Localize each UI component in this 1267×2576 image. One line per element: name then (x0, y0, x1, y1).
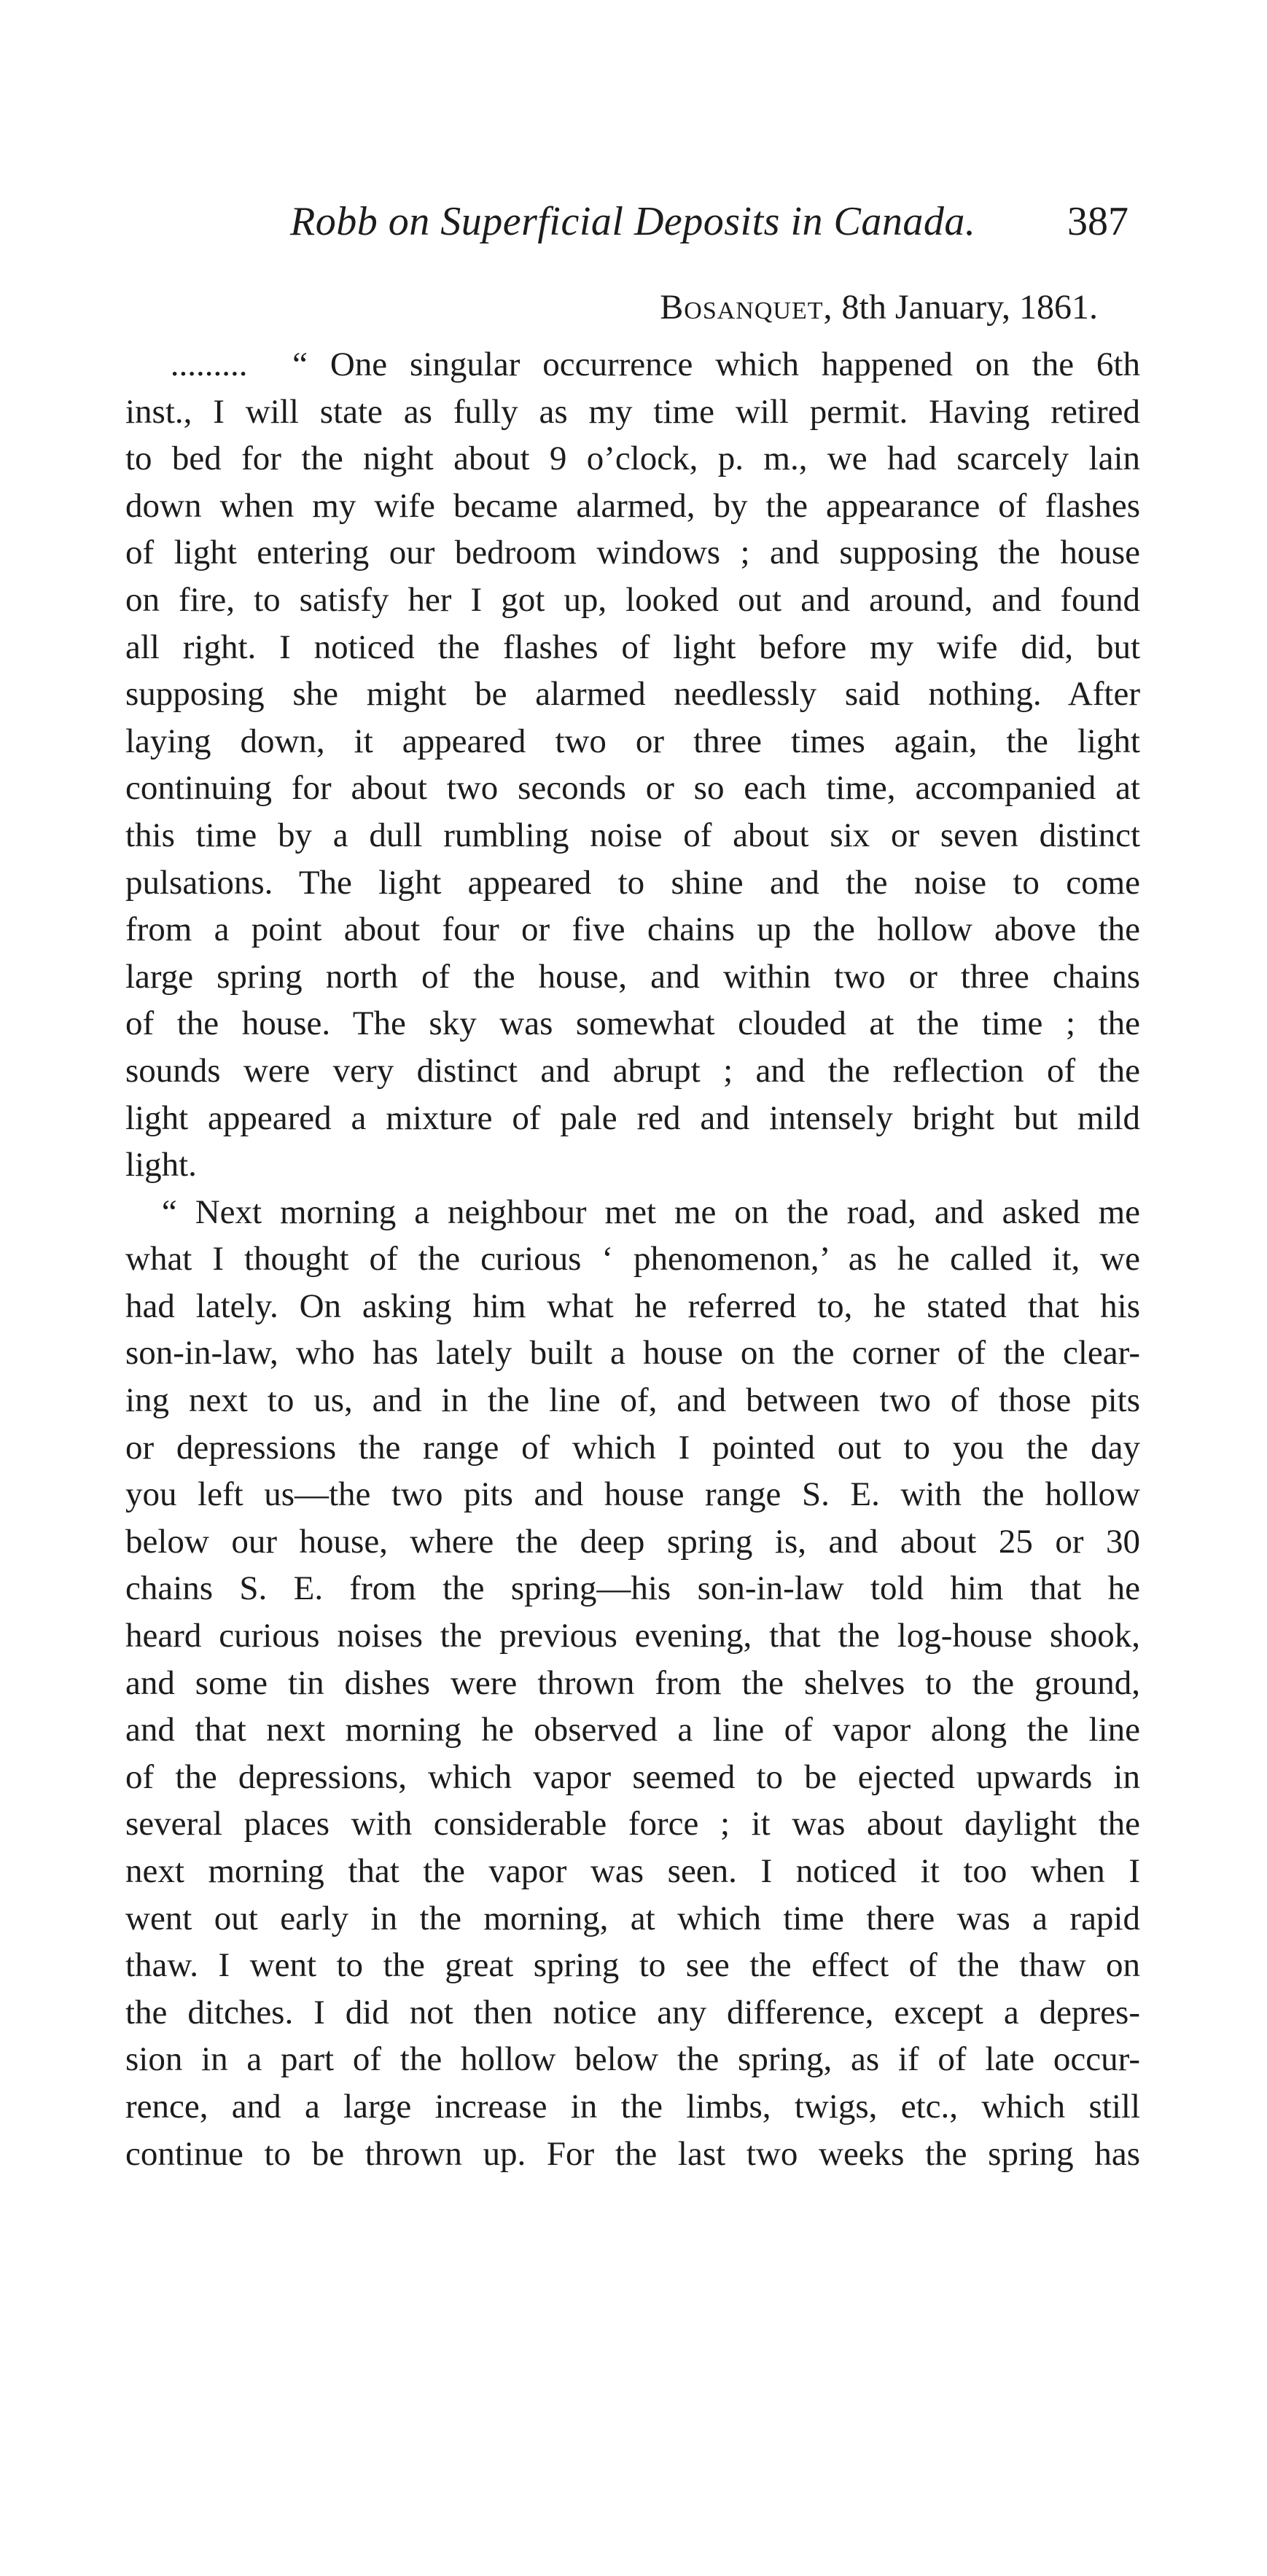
dateline (660, 287, 1098, 327)
text-line: down when my wife became alarmed, by the appearance of flashes (125, 486, 1140, 525)
text-line: of the house. The sky was somewhat clouded at the time ; the (125, 1004, 1140, 1043)
page-number: 387 (1067, 199, 1128, 244)
text-line: continue to be thrown up. For the last two weeks the spring has (125, 2134, 1140, 2173)
text-line: continuing for about two seconds or so each time, accompanied at (125, 769, 1140, 808)
text-line: “ Next morning a neighbour met me on the road, and asked me (125, 1193, 1140, 1231)
text-line: and some tin dishes were thrown from the shelves to the ground, (125, 1663, 1140, 1702)
text-line: had lately. On asking him what he referred to, he stated that his (125, 1287, 1140, 1325)
text-line: next morning that the vapor was seen. I noticed it too when I (125, 1852, 1140, 1890)
text-line: all right. I noticed the flashes of light before my wife did, but (125, 628, 1140, 666)
running-title: Robb on Superficial Deposits in Canada. (290, 199, 976, 244)
text-line: son-in-law, who has lately built a house on the corner of the clear- (125, 1334, 1140, 1373)
text-line: on fire, to satisfy her I got up, looked out and around, and found (125, 580, 1140, 619)
text-line: ing next to us, and in the line of, and between two of those pits (125, 1381, 1140, 1420)
text-line: from a point about four or five chains up the hollow above the (125, 910, 1140, 949)
text-line: large spring north of the house, and within two or three chains (125, 957, 1140, 996)
text-line: pulsations. The light appeared to shine and the noise to come (125, 863, 1140, 902)
text-line: the ditches. I did not then notice any difference, except a depres- (125, 1993, 1140, 2031)
text-line: of light entering our bedroom windows ; and supposing the house (125, 534, 1140, 572)
text-line: laying down, it appeared two or three times again, the light (125, 722, 1140, 760)
text-line: sion in a part of the hollow below the spring, as if of late occur- (125, 2040, 1140, 2079)
text-line: and that next morning he observed a line of vapor along the line (125, 1711, 1140, 1749)
text-line: supposing she might be alarmed needlessly said nothing. After (125, 675, 1140, 714)
text-line: thaw. I went to the great spring to see the effect of the thaw on (125, 1946, 1140, 1985)
dateline-place: Bosanquet, (660, 288, 833, 327)
text-line: rence, and a large increase in the limbs, twigs, etc., which still (125, 2087, 1140, 2126)
text-line: sounds were very distinct and abrupt ; and the reflection of the (125, 1051, 1140, 1090)
text-line: or depressions the range of which I pointed out to you the day (125, 1428, 1140, 1467)
text-line: light appeared a mixture of pale red and intensely bright but mild (125, 1098, 1140, 1137)
text-line: heard curious noises the previous evening, that the log-house shook, (125, 1617, 1140, 1655)
text-line: light. (125, 1146, 197, 1184)
text-line: several places with considerable force ; it was about daylight the (125, 1805, 1140, 1843)
text-line: ......... “ One singular occurrence which happened on the 6th (125, 346, 1140, 383)
text-line: you left us—the two pits and house range S. E. with the hollow (125, 1475, 1140, 1514)
text-line: chains S. E. from the spring—his son-in-law told him that he (125, 1569, 1140, 1608)
text-line: this time by a dull rumbling noise of about six or seven distinct (125, 816, 1140, 854)
dateline-date: 8th January, 1861. (841, 288, 1098, 327)
text-line: inst., I will state as fully as my time will permit. Having retired (125, 392, 1140, 431)
text-line: of the depressions, which vapor seemed to be ejected upwards in (125, 1757, 1140, 1796)
text-line: to bed for the night about 9 o’clock, p. m., we had scarcely lain (125, 440, 1140, 478)
text-line: below our house, where the deep spring is, and about 25 or 30 (125, 1522, 1140, 1561)
running-head (290, 198, 1128, 249)
text-line: went out early in the morning, at which time there was a rapid (125, 1899, 1140, 1937)
text-line: what I thought of the curious ‘ phenomenon,’ as he called it, we (125, 1240, 1140, 1279)
body-text (125, 341, 1140, 2177)
